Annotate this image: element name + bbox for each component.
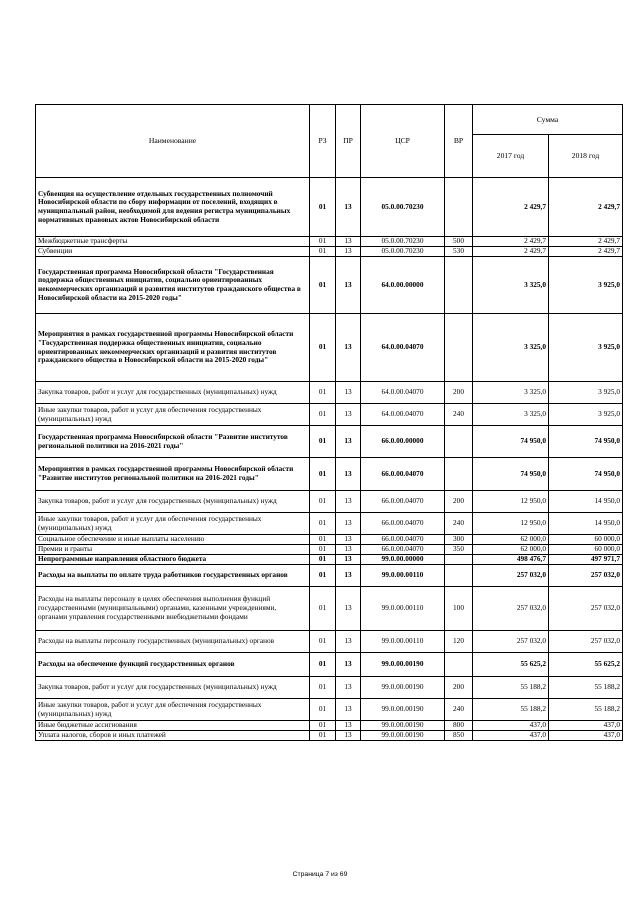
- row-csr: 66.0.00.04070: [361, 491, 445, 513]
- row-name: Расходы на выплаты персоналу в целях обеспечения выполнения функций государственными (муниципальными) органами, казенными учреждениями, органами управления государственными внебюджетными фондами: [36, 587, 310, 631]
- row-sum-2018: 257 032,0: [549, 565, 623, 587]
- row-vr: [445, 653, 473, 677]
- row-sum-2018: 257 032,0: [549, 631, 623, 653]
- row-sum-2018: 14 950,0: [549, 491, 623, 513]
- row-rz: 01: [310, 535, 336, 545]
- budget-table: [35, 104, 623, 741]
- row-rz: 01: [310, 653, 336, 677]
- row-csr: 99.0.00.00110: [361, 587, 445, 631]
- row-vr: [445, 426, 473, 458]
- row-vr: 350: [445, 545, 473, 555]
- row-pr: 13: [336, 404, 361, 426]
- row-rz: 01: [310, 545, 336, 555]
- row-sum-2018: 3 925,0: [549, 382, 623, 404]
- table-row: [36, 631, 623, 653]
- row-csr: 64.0.00.04070: [361, 314, 445, 382]
- table-row: [36, 587, 623, 631]
- row-name: Иные закупки товаров, работ и услуг для обеспечения государственных (муниципальных) нужд: [36, 699, 310, 721]
- table-row: [36, 555, 623, 565]
- table-row: [36, 535, 623, 545]
- row-sum-2018: 14 950,0: [549, 513, 623, 535]
- row-name: Расходы на выплаты персоналу государственных (муниципальных) органов: [36, 631, 310, 653]
- table-row: [36, 314, 623, 382]
- row-vr: [445, 458, 473, 491]
- row-rz: 01: [310, 631, 336, 653]
- row-name: Мероприятия в рамках государственной программы Новосибирской области "Развитие институтов региональной политики на 2016-2021 годы": [36, 458, 310, 491]
- row-rz: 01: [310, 565, 336, 587]
- row-name: Непрограммные направления областного бюджета: [36, 555, 310, 565]
- row-vr: 850: [445, 731, 473, 741]
- row-name: Иные закупки товаров, работ и услуг для обеспечения государственных (муниципальных) нужд: [36, 513, 310, 535]
- row-csr: 66.0.00.04070: [361, 513, 445, 535]
- row-sum-2017: 2 429,7: [473, 178, 549, 237]
- row-csr: 99.0.00.00190: [361, 653, 445, 677]
- table-row: [36, 653, 623, 677]
- row-name: Уплата налогов, сборов и иных платежей: [36, 731, 310, 741]
- row-sum-2017: 74 950,0: [473, 458, 549, 491]
- row-pr: 13: [336, 535, 361, 545]
- row-csr: 05.0.00.70230: [361, 178, 445, 237]
- row-vr: 240: [445, 699, 473, 721]
- header-vr: ВР: [445, 105, 473, 178]
- row-sum-2017: 62 000,0: [473, 535, 549, 545]
- row-pr: 13: [336, 426, 361, 458]
- row-vr: 100: [445, 587, 473, 631]
- row-pr: 13: [336, 565, 361, 587]
- row-sum-2018: 2 429,7: [549, 237, 623, 247]
- row-sum-2018: 60 000,0: [549, 545, 623, 555]
- row-csr: 99.0.00.00190: [361, 731, 445, 741]
- page-number: Страница 7 из 69: [292, 871, 348, 878]
- row-sum-2017: 2 429,7: [473, 247, 549, 257]
- row-sum-2018: 2 429,7: [549, 178, 623, 237]
- row-vr: 530: [445, 247, 473, 257]
- row-pr: 13: [336, 237, 361, 247]
- row-vr: 800: [445, 721, 473, 731]
- row-rz: 01: [310, 237, 336, 247]
- row-vr: 500: [445, 237, 473, 247]
- row-rz: 01: [310, 513, 336, 535]
- row-pr: 13: [336, 677, 361, 699]
- table-row: [36, 426, 623, 458]
- table-row: [36, 382, 623, 404]
- row-sum-2017: 62 000,0: [473, 545, 549, 555]
- table-row: [36, 699, 623, 721]
- row-vr: 200: [445, 382, 473, 404]
- row-vr: [445, 257, 473, 314]
- row-vr: 240: [445, 404, 473, 426]
- row-sum-2018: 74 950,0: [549, 426, 623, 458]
- row-sum-2017: 437,0: [473, 731, 549, 741]
- row-name: Государственная программа Новосибирской области "Развитие институтов региональной политики на 2016-2021 годы": [36, 426, 310, 458]
- row-csr: 99.0.00.00000: [361, 555, 445, 565]
- row-sum-2017: 3 325,0: [473, 404, 549, 426]
- row-sum-2017: 3 325,0: [473, 382, 549, 404]
- row-pr: 13: [336, 731, 361, 741]
- row-csr: 66.0.00.00000: [361, 426, 445, 458]
- row-csr: 64.0.00.00000: [361, 257, 445, 314]
- row-vr: 300: [445, 535, 473, 545]
- row-sum-2018: 3 925,0: [549, 404, 623, 426]
- row-sum-2017: 498 476,7: [473, 555, 549, 565]
- row-name: Иные бюджетные ассигнования: [36, 721, 310, 731]
- row-vr: [445, 314, 473, 382]
- row-sum-2017: 437,0: [473, 721, 549, 731]
- row-csr: 64.0.00.04070: [361, 404, 445, 426]
- row-pr: 13: [336, 178, 361, 237]
- row-csr: 99.0.00.00110: [361, 631, 445, 653]
- header-rz: РЗ: [310, 105, 336, 178]
- row-sum-2017: 12 950,0: [473, 491, 549, 513]
- row-name: Мероприятия в рамках государственной программы Новосибирской области "Государственная поддержка общественных инициатив, социально ориентированных некоммерческих организаций и развития институтов гражданского общества в Новосибирской области на 2015-2020 годы": [36, 314, 310, 382]
- row-name: Иные закупки товаров, работ и услуг для обеспечения государственных (муниципальных) нужд: [36, 404, 310, 426]
- row-name: Социальное обеспечение и иные выплаты населению: [36, 535, 310, 545]
- row-pr: 13: [336, 314, 361, 382]
- row-sum-2017: 55 188,2: [473, 677, 549, 699]
- row-pr: 13: [336, 653, 361, 677]
- row-csr: 66.0.00.04070: [361, 458, 445, 491]
- row-name: Субвенции: [36, 247, 310, 257]
- table-row: [36, 545, 623, 555]
- row-pr: 13: [336, 555, 361, 565]
- row-rz: 01: [310, 257, 336, 314]
- row-name: Расходы на обеспечение функций государственных органов: [36, 653, 310, 677]
- row-name: Субвенция на осуществление отдельных государственных полномочий Новосибирской области по сбору информации от поселений, входящих в муниципальный район, необходимой для ведения регистра муниципальных нормативных правовых актов Новосибирской области: [36, 178, 310, 237]
- header-pr: ПР: [336, 105, 361, 178]
- row-vr: 240: [445, 513, 473, 535]
- row-sum-2018: 437,0: [549, 731, 623, 741]
- row-pr: 13: [336, 382, 361, 404]
- row-csr: 66.0.00.04070: [361, 535, 445, 545]
- row-rz: 01: [310, 404, 336, 426]
- row-sum-2017: 257 032,0: [473, 631, 549, 653]
- table-row: [36, 677, 623, 699]
- table-row: [36, 257, 623, 314]
- row-name: Премии и гранты: [36, 545, 310, 555]
- row-name: Межбюджетные трансферты: [36, 237, 310, 247]
- row-pr: 13: [336, 491, 361, 513]
- table-row: [36, 178, 623, 237]
- table-row: [36, 458, 623, 491]
- row-pr: 13: [336, 631, 361, 653]
- row-sum-2018: 60 000,0: [549, 535, 623, 545]
- row-rz: 01: [310, 699, 336, 721]
- row-sum-2018: 437,0: [549, 721, 623, 731]
- row-pr: 13: [336, 257, 361, 314]
- row-vr: [445, 178, 473, 237]
- row-csr: 99.0.00.00190: [361, 699, 445, 721]
- row-sum-2018: 497 971,7: [549, 555, 623, 565]
- row-rz: 01: [310, 721, 336, 731]
- row-pr: 13: [336, 247, 361, 257]
- row-rz: 01: [310, 677, 336, 699]
- row-sum-2017: 257 032,0: [473, 565, 549, 587]
- row-vr: [445, 555, 473, 565]
- row-name: Государственная программа Новосибирской области "Государственная поддержка общественных инициатив, социально ориентированных некоммерческих организаций и развития институтов гражданского общества в Новосибирской области на 2015-2020 годы": [36, 257, 310, 314]
- row-rz: 01: [310, 314, 336, 382]
- table-row: [36, 247, 623, 257]
- row-csr: 99.0.00.00110: [361, 565, 445, 587]
- row-rz: 01: [310, 178, 336, 237]
- row-vr: 200: [445, 491, 473, 513]
- row-name: Закупка товаров, работ и услуг для государственных (муниципальных) нужд: [36, 491, 310, 513]
- row-rz: 01: [310, 426, 336, 458]
- row-sum-2017: 74 950,0: [473, 426, 549, 458]
- table-row: [36, 513, 623, 535]
- row-sum-2017: 55 188,2: [473, 699, 549, 721]
- row-rz: 01: [310, 731, 336, 741]
- row-pr: 13: [336, 545, 361, 555]
- row-rz: 01: [310, 247, 336, 257]
- row-sum-2018: 257 032,0: [549, 587, 623, 631]
- row-rz: 01: [310, 491, 336, 513]
- row-sum-2018: 3 925,0: [549, 257, 623, 314]
- row-rz: 01: [310, 587, 336, 631]
- row-vr: [445, 565, 473, 587]
- header-csr: ЦСР: [361, 105, 445, 178]
- row-name: Расходы на выплаты по оплате труда работников государственных органов: [36, 565, 310, 587]
- row-rz: 01: [310, 458, 336, 491]
- row-sum-2018: 55 625,2: [549, 653, 623, 677]
- row-vr: 200: [445, 677, 473, 699]
- header-2017: 2017 год: [473, 135, 549, 178]
- row-sum-2017: 12 950,0: [473, 513, 549, 535]
- row-sum-2018: 3 925,0: [549, 314, 623, 382]
- row-csr: 05.0.00.70230: [361, 237, 445, 247]
- row-pr: 13: [336, 587, 361, 631]
- row-rz: 01: [310, 382, 336, 404]
- table-row: [36, 731, 623, 741]
- table-body: [36, 178, 623, 741]
- header-name: Наименование: [36, 105, 310, 178]
- table-row: [36, 721, 623, 731]
- row-sum-2018: 55 188,2: [549, 699, 623, 721]
- row-sum-2018: 74 950,0: [549, 458, 623, 491]
- row-csr: 64.0.00.04070: [361, 382, 445, 404]
- row-rz: 01: [310, 555, 336, 565]
- header-2018: 2018 год: [549, 135, 623, 178]
- row-pr: 13: [336, 458, 361, 491]
- row-csr: 99.0.00.00190: [361, 721, 445, 731]
- row-sum-2018: 2 429,7: [549, 247, 623, 257]
- row-sum-2018: 55 188,2: [549, 677, 623, 699]
- row-sum-2017: 257 032,0: [473, 587, 549, 631]
- row-name: Закупка товаров, работ и услуг для государственных (муниципальных) нужд: [36, 677, 310, 699]
- row-vr: 120: [445, 631, 473, 653]
- row-csr: 05.0.00.70230: [361, 247, 445, 257]
- row-sum-2017: 3 325,0: [473, 314, 549, 382]
- table-row: [36, 565, 623, 587]
- row-sum-2017: 3 325,0: [473, 257, 549, 314]
- row-csr: 99.0.00.00190: [361, 677, 445, 699]
- row-name: Закупка товаров, работ и услуг для государственных (муниципальных) нужд: [36, 382, 310, 404]
- row-csr: 66.0.00.04070: [361, 545, 445, 555]
- row-sum-2017: 55 625,2: [473, 653, 549, 677]
- row-pr: 13: [336, 513, 361, 535]
- row-pr: 13: [336, 699, 361, 721]
- header-sum: Сумма: [473, 105, 623, 135]
- table-row: [36, 237, 623, 247]
- row-pr: 13: [336, 721, 361, 731]
- row-sum-2017: 2 429,7: [473, 237, 549, 247]
- table-row: [36, 491, 623, 513]
- table-row: [36, 404, 623, 426]
